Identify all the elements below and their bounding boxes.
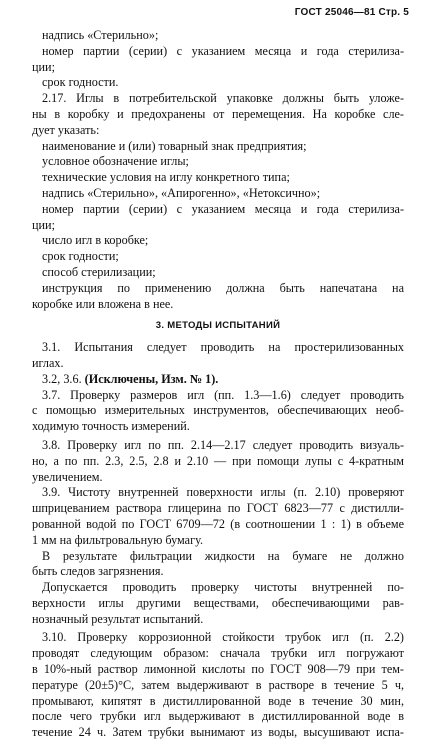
text-line: пературе (20±5)°С, затем выдерживают в растворе в течение 5 ч,	[32, 677, 404, 692]
clause-3-1: 3.1. Испытания следует проводить на простерилизованных	[42, 340, 404, 355]
clause-2-17: 2.17. Иглы в потребительской упаковке должны быть уложе-	[42, 91, 404, 106]
document-body	[32, 28, 404, 741]
text-line: Допускается проводить проверку чистоты внутренней по-	[42, 580, 404, 595]
clause-number: 3.2, 3.6.	[42, 371, 85, 386]
text-line: увеличением.	[32, 469, 103, 484]
text-line: после чего трубки игл выдерживают в дистиллированной воде в	[32, 709, 404, 724]
text-line: ции;	[32, 217, 55, 232]
section-title: 3. МЕТОДЫ ИСПЫТАНИЙ	[155, 320, 281, 332]
text-line: верхности иглы другими веществами, обеспечивающими рав-	[32, 595, 404, 610]
text-line: условное обозначение иглы;	[42, 154, 189, 169]
text-line: коробке или вложена в нее.	[32, 296, 174, 311]
text-line: иглах.	[32, 355, 64, 370]
clause-3-7: 3.7. Проверку размеров игл (пп. 1.3—1.6) следует проводить	[42, 387, 404, 402]
text-line: промывают, кипятят в дистиллированной воде в течение 30 мин,	[32, 693, 404, 708]
text-line: но, а по пп. 2.3, 2.5, 2.8 и 2.10 — при помощи лупы с 4-кратным	[32, 453, 404, 468]
text-line: число игл в коробке;	[42, 233, 149, 248]
text-line: надпись «Стерильно», «Апирогенно», «Нетоксично»;	[42, 185, 321, 200]
text-line: инструкция по применению должна быть напечатана на	[42, 280, 404, 295]
clause-3-2-3-6	[32, 372, 404, 388]
clause-3-10: 3.10. Проверку коррозионной стойкости трубок игл (п. 2.2)	[42, 630, 404, 645]
clause-3-8: 3.8. Проверку игл по пп. 2.14—2.17 следует проводить визуаль-	[42, 437, 404, 452]
text-line: течение 24 ч. Затем трубки вынимают из воды, высушивают испа-	[32, 725, 404, 740]
page-header: ГОСТ 25046—81 Стр. 5	[294, 7, 409, 18]
text-line: срок годности.	[42, 75, 119, 90]
text-line: В результате фильтрации жидкости на бумаге не должно	[42, 548, 404, 563]
text-line: ны в коробку и предохранены от перемещения. На коробке сле-	[32, 106, 404, 121]
text-line: рованной водой по ГОСТ 6709—72 (в соотношении 1 : 1) в объеме	[32, 516, 404, 531]
clause-3-9: 3.9. Чистоту внутренней поверхности иглы (п. 2.10) проверяют	[42, 485, 404, 500]
text-line: наименование и (или) товарный знак предприятия;	[42, 138, 307, 153]
text-line: срок годности;	[42, 249, 119, 264]
text-line: способ стерилизации;	[42, 264, 156, 279]
text-line: ции;	[32, 59, 55, 74]
text-line: технические условия на иглу конкретного типа;	[42, 170, 290, 185]
text-line: номер партии (серии) с указанием месяца и года стерилиза-	[42, 43, 404, 58]
text-line: ходимую точность измерений.	[32, 419, 190, 434]
text-line: 1 мм на фильтровальную бумагу.	[32, 532, 203, 547]
excluded-note: (Исключены, Изм. № 1).	[84, 371, 219, 386]
text-line: быть следов загрязнения.	[32, 564, 164, 579]
text-line: номер партии (серии) с указанием месяца и года стерилиза-	[42, 201, 404, 216]
text-line: дует указать:	[32, 122, 100, 137]
text-line: с помощью измерительных инструментов, обеспечивающих необ-	[32, 403, 404, 418]
text-line: нозначный результат испытаний.	[32, 611, 204, 626]
text-line: надпись «Стерильно»;	[42, 28, 159, 42]
text-line: в 10%-ный раствор лимонной кислоты по ГОСТ 908—79 при тем-	[32, 662, 404, 677]
text-line: шприцеванием раствора глицерина по ГОСТ 6823—77 с дистилли-	[32, 501, 404, 516]
text-line: проводят следующим образом: сначала трубки игл погружают	[32, 646, 404, 661]
